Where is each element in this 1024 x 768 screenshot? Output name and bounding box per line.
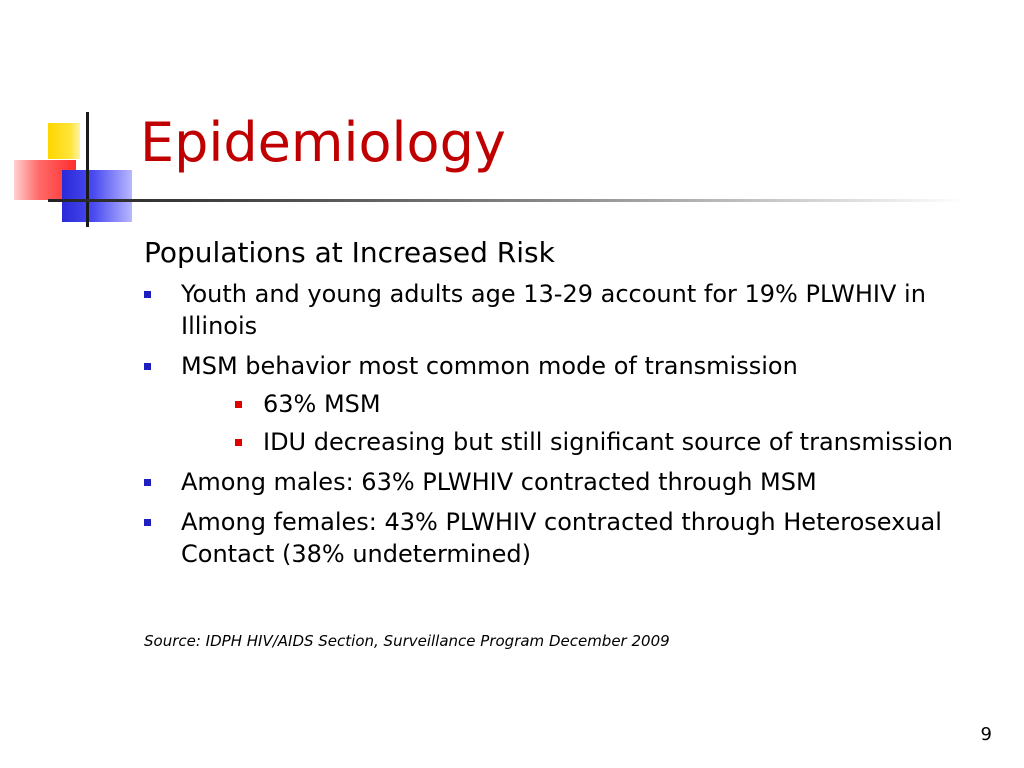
square-bullet-icon [144, 291, 151, 298]
square-bullet-icon [235, 439, 242, 446]
sub-bullet-text: IDU decreasing but still significant source of transmission [263, 427, 953, 456]
square-bullet-icon [144, 479, 151, 486]
slide-body [144, 236, 1004, 578]
bullet-item-youth [144, 278, 1004, 342]
title-divider-line [48, 199, 968, 202]
bullet-item-males [144, 466, 1004, 498]
decor-vertical-line [86, 112, 89, 227]
bullet-list [144, 278, 1004, 570]
decor-yellow-square [48, 123, 80, 159]
bullet-item-msm-behavior [144, 350, 1004, 458]
section-subheading: Populations at Increased Risk [144, 236, 555, 269]
source-citation: Source: IDPH HIV/AIDS Section, Surveillance Program December 2009 [144, 632, 670, 650]
decor-blue-square [62, 170, 132, 222]
bullet-text: Youth and young adults age 13-29 account for 19% PLWHIV in Illinois [181, 279, 926, 340]
bullet-text: MSM behavior most common mode of transmission [181, 351, 798, 380]
bullet-item-females [144, 506, 1004, 570]
square-bullet-icon [144, 519, 151, 526]
square-bullet-icon [144, 363, 151, 370]
page-number: 9 [980, 724, 992, 745]
sub-bullet-text: 63% MSM [263, 389, 381, 418]
slide-title: Epidemiology [140, 111, 506, 174]
sub-bullet-list [181, 388, 1004, 458]
sub-bullet-item-msm-percent [218, 388, 1004, 420]
square-bullet-icon [235, 401, 242, 408]
bullet-text: Among males: 63% PLWHIV contracted through MSM [181, 467, 817, 496]
bullet-text: Among females: 43% PLWHIV contracted through Heterosexual Contact (38% undetermined) [181, 507, 942, 568]
sub-bullet-item-idu [218, 426, 1004, 458]
